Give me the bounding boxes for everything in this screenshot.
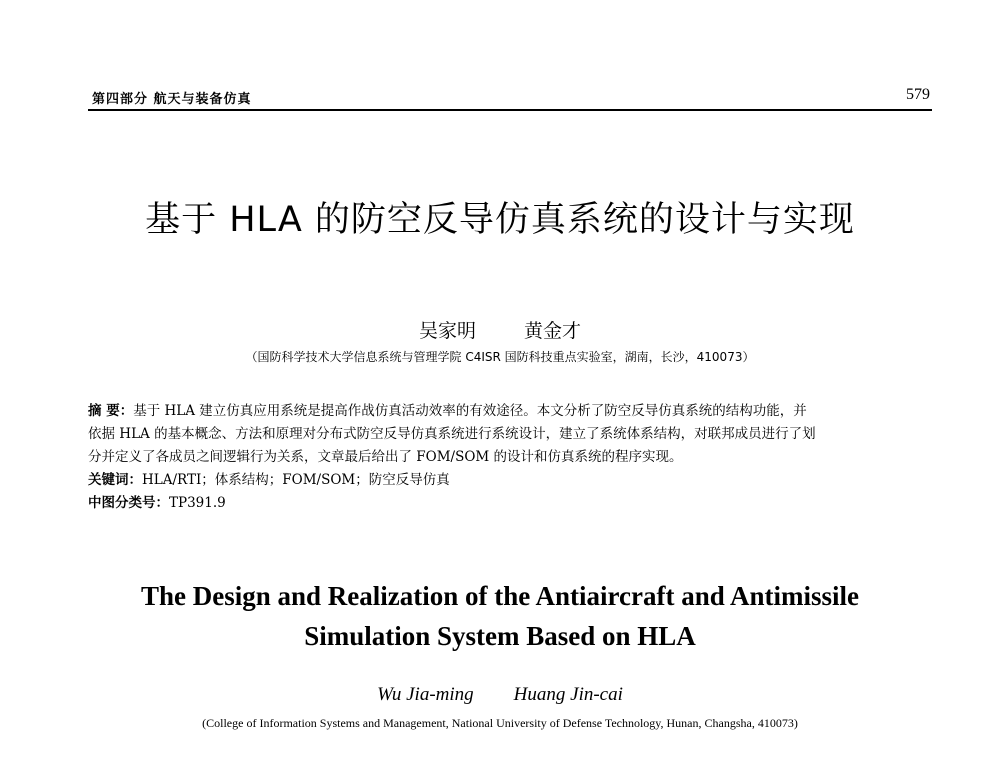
author-cn: 黄金才	[524, 320, 582, 342]
abstract-line: 分并定义了各成员之间逻辑行为关系，文章最后给出了 FOM/SOM 的设计和仿真系统的程序实现。	[88, 449, 683, 465]
keywords-line	[88, 469, 924, 492]
affiliation-en: (College of Information Systems and Management, National University of Defense Technology, Hunan, Changsha, 410073)	[202, 716, 798, 730]
title-cn: 基于 HLA 的防空反导仿真系统的设计与实现	[145, 200, 855, 240]
affiliation-cn: （国防科学技术大学信息系统与管理学院 C4ISR 国防科技重点实验室，湖南，长沙，410073）	[245, 350, 755, 364]
author-cn: 吴家明	[418, 320, 476, 342]
classification-line	[88, 492, 924, 515]
classification-text: TP391.9	[169, 495, 226, 511]
abstract-block	[88, 400, 924, 515]
authors-en	[0, 684, 1000, 706]
title-en-line: Simulation System Based on HLA	[304, 621, 696, 651]
title-en-line: The Design and Realization of the Antiaircraft and Antimissile	[140, 581, 860, 611]
abstract-label: 摘 要：	[88, 403, 134, 419]
running-header-section: 第四部分 航天与装备仿真	[92, 92, 252, 107]
abstract-text: 基于 HLA 建立仿真应用系统是提高作战仿真活动效率的有效途径。本文分析了防空反导仿真系统的结构功能，并	[133, 403, 807, 419]
title-en	[0, 576, 1000, 656]
keywords-label: 关键词：	[88, 472, 142, 488]
header-rule	[88, 109, 932, 111]
author-en: Wu Jia-ming	[377, 684, 474, 705]
abstract-line	[88, 400, 924, 423]
page-number: 579	[906, 86, 930, 103]
abstract-line: 依据 HLA 的基本概念、方法和原理对分布式防空反导仿真系统进行系统设计，建立了系统体系结构，对联邦成员进行了划	[88, 426, 816, 442]
author-en: Huang Jin-cai	[513, 684, 623, 705]
authors-cn	[0, 316, 1000, 343]
running-header	[92, 88, 930, 108]
classification-label: 中图分类号：	[88, 495, 169, 511]
keywords-text: HLA/RTI；体系结构；FOM/SOM；防空反导仿真	[142, 472, 450, 488]
